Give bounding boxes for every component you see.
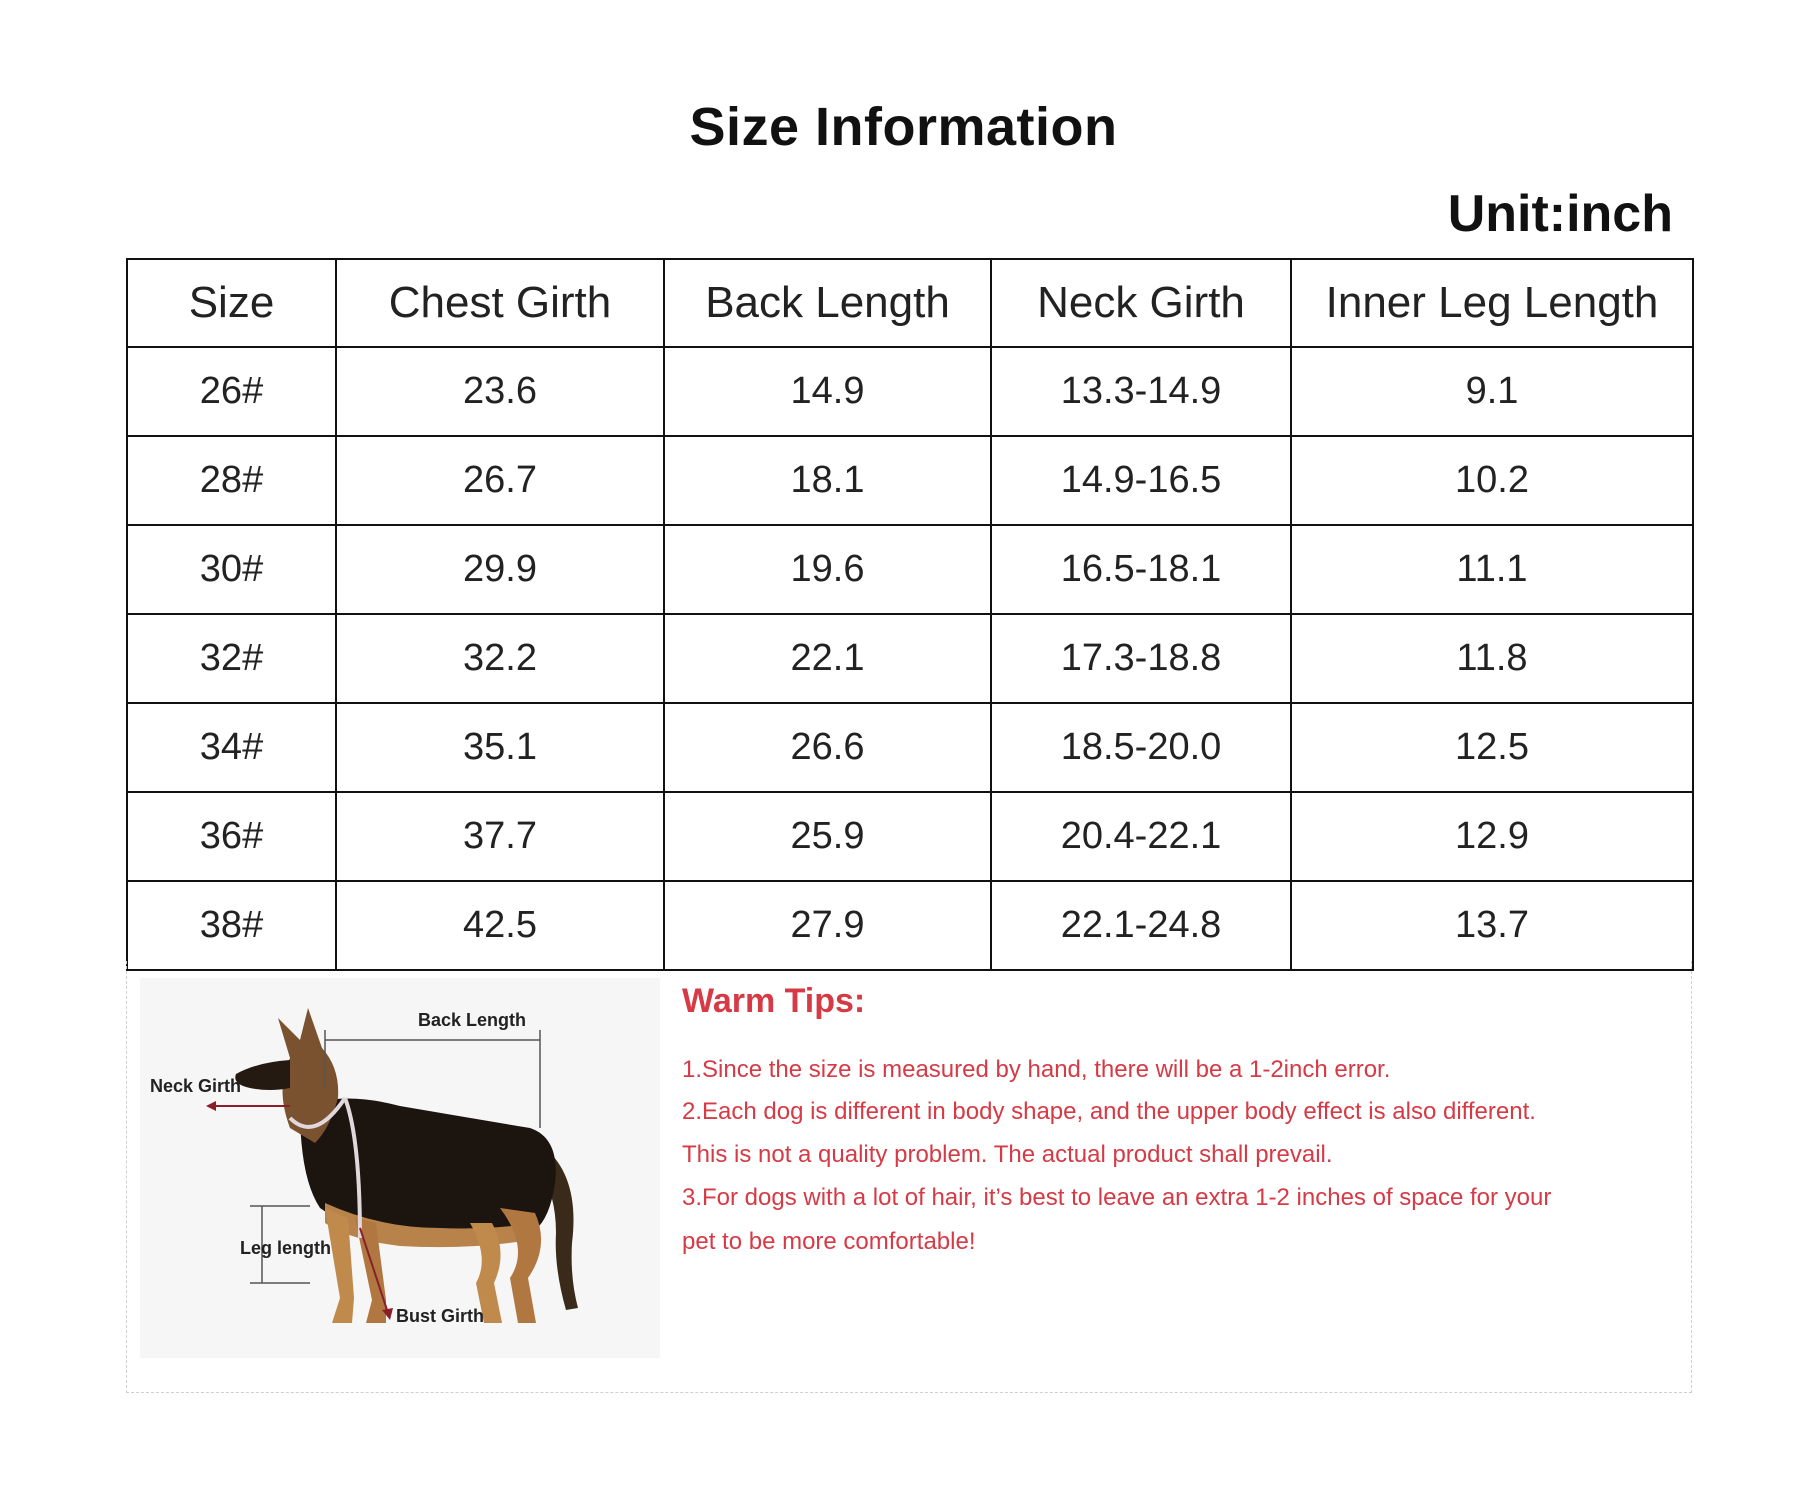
cell-neck-girth: 17.3-18.8 [991, 614, 1291, 703]
cell-size: 38# [127, 881, 336, 970]
table-row [127, 525, 1693, 614]
back-length-label: Back Length [418, 1010, 527, 1030]
tip-line: 1.Since the size is measured by hand, there will be a 1-2inch error. [682, 1056, 1391, 1083]
dog-silhouette-icon [140, 978, 660, 1358]
header-back-length: Back Length [664, 259, 991, 347]
cell-chest-girth: 29.9 [336, 525, 664, 614]
cell-neck-girth: 18.5-20.0 [991, 703, 1291, 792]
cell-inner-leg-length: 9.1 [1291, 347, 1693, 436]
cell-size: 34# [127, 703, 336, 792]
cell-back-length: 25.9 [664, 792, 991, 881]
cell-inner-leg-length: 10.2 [1291, 436, 1693, 525]
bust-girth-label: Bust Girth [396, 1306, 484, 1326]
cell-neck-girth: 14.9-16.5 [991, 436, 1291, 525]
table-row [127, 347, 1693, 436]
leg-length-label: Leg length [240, 1238, 331, 1258]
cell-size: 30# [127, 525, 336, 614]
size-table [126, 258, 1694, 971]
cell-inner-leg-length: 11.8 [1291, 614, 1693, 703]
neck-girth-label: Neck Girth [150, 1076, 242, 1096]
cell-back-length: 18.1 [664, 436, 991, 525]
cell-chest-girth: 26.7 [336, 436, 664, 525]
cell-back-length: 14.9 [664, 347, 991, 436]
cell-back-length: 19.6 [664, 525, 991, 614]
table-row [127, 436, 1693, 525]
table-row [127, 881, 1693, 970]
cell-size: 26# [127, 347, 336, 436]
cell-chest-girth: 42.5 [336, 881, 664, 970]
header-neck-girth: Neck Girth [991, 259, 1291, 347]
cell-back-length: 26.6 [664, 703, 991, 792]
cell-size: 32# [127, 614, 336, 703]
table-row [127, 792, 1693, 881]
table-row [127, 703, 1693, 792]
cell-back-length: 22.1 [664, 614, 991, 703]
table-header-row [127, 259, 1693, 347]
tip-line: 2.Each dog is different in body shape, and the upper body effect is also different. [682, 1098, 1536, 1125]
cell-chest-girth: 23.6 [336, 347, 664, 436]
cell-neck-girth: 13.3-14.9 [991, 347, 1291, 436]
tip-line: pet to be more comfortable! [682, 1228, 976, 1255]
cell-neck-girth: 16.5-18.1 [991, 525, 1291, 614]
cell-inner-leg-length: 12.9 [1291, 792, 1693, 881]
cell-size: 28# [127, 436, 336, 525]
cell-chest-girth: 37.7 [336, 792, 664, 881]
cell-neck-girth: 20.4-22.1 [991, 792, 1291, 881]
cell-neck-girth: 22.1-24.8 [991, 881, 1291, 970]
tip-line: 3.For dogs with a lot of hair, it’s best to leave an extra 1-2 inches of space for your [682, 1184, 1552, 1211]
header-inner-leg-length: Inner Leg Length [1291, 259, 1693, 347]
cell-size: 36# [127, 792, 336, 881]
dog-measurement-figure [140, 978, 660, 1358]
cell-chest-girth: 32.2 [336, 614, 664, 703]
header-size: Size [127, 259, 336, 347]
header-chest-girth: Chest Girth [336, 259, 664, 347]
tips-title: Warm Tips: [682, 982, 866, 1020]
page-title: Size Information [689, 97, 1118, 157]
tip-line: This is not a quality problem. The actual product shall prevail. [682, 1141, 1333, 1168]
cell-back-length: 27.9 [664, 881, 991, 970]
table-row [127, 614, 1693, 703]
cell-inner-leg-length: 11.1 [1291, 525, 1693, 614]
cell-chest-girth: 35.1 [336, 703, 664, 792]
cell-inner-leg-length: 13.7 [1291, 881, 1693, 970]
cell-inner-leg-length: 12.5 [1291, 703, 1693, 792]
unit-label: Unit:inch [1447, 185, 1673, 243]
